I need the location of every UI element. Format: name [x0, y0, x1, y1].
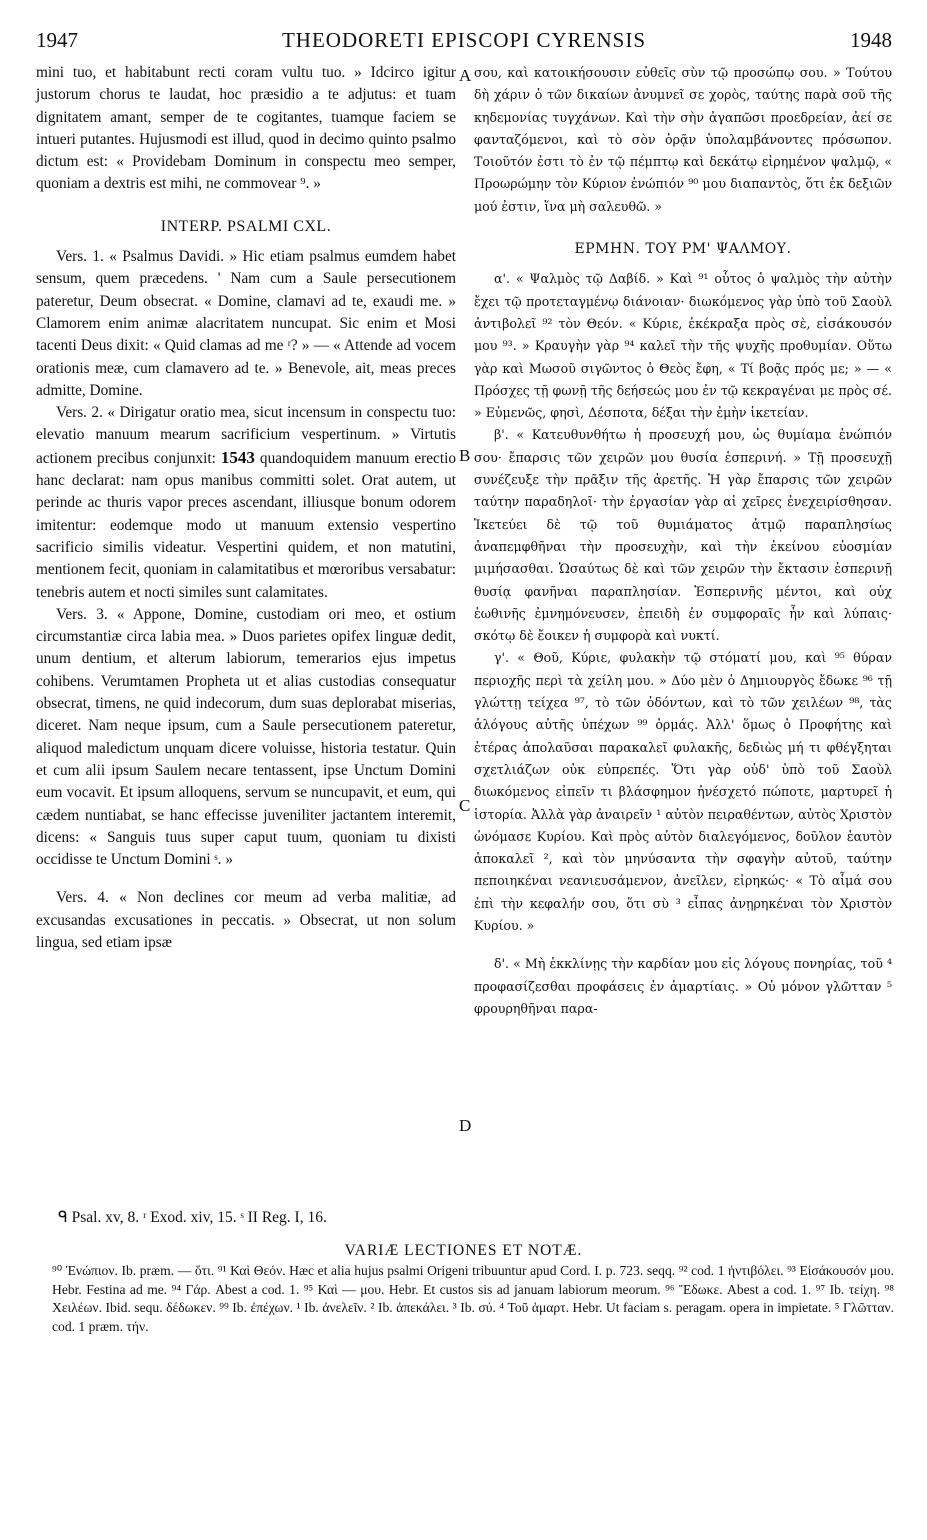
greek-verse-1: α'. « Ψαλμὸς τῷ Δαβίδ. » Καὶ ⁹¹ οὗτος ὁ ψαλμὸς τὴν αὐτὴν ἔχει τῷ προτεταγμένῳ διάνοιαν· διωκόμενος γὰρ ὑπὸ τοῦ Σαοὺλ ἀντιβολεῖ ⁹² τὸν Θεόν. « Κύριε, ἐκέκραξα πρὸς σὲ, εἰσάκουσόν μου ⁹³. » Κραυγὴν γὰρ ⁹⁴ καλεῖ τὴν τῆς ψυχῆς προθυμίαν. Οὕτω γὰρ καὶ Μωσοῦ σιγῶντος ὁ Θεὸς ἔφη, « Τί βοᾷς πρός με; » — « Πρόσχες τῇ φωνῇ τῆς δεήσεώς μου ἐν τῷ κεκραγέναι με πρὸς σέ. » Εὐμενῶς, φησὶ, Δέσποτα, δέξαι τὴν ἐμὴν ἱκετείαν.: [474, 271, 892, 421]
greek-column: [474, 62, 892, 1020]
latin-verse-3: Vers. 3. « Appone, Domine, custodiam ori meo, et ostium circumstantiæ circa labia mea. » Duos parietes opifex linguæ dedit, unum dentium, et alterum labiorum, temerarios ejus impetus cohibens. Verumtamen Propheta ut et alias custodias consequatur obsecrat, timens, ne quid indecorum, dum suas deplorabat miserias, diceret. Nam neque ipsum, cum a Saule persecutionem pateretur, aliquod maledictum unquam dicere voluisse, historia testatur. Quin et cum alii ipsum Saulem necare tentassent, ipse Unctum Domini eum vocavit. Et ipsum alloquens, servum se nuncupavit, et eum, qui cædem nuntiabat, se hanc effecisse juveniliter jactantem interemit, dicens: « Sanguis tuus super caput tuum, quoniam tu dixisti occidisse te Unctum Domini ˢ. »: [36, 605, 456, 869]
latin-column: [36, 62, 456, 954]
latin-verse-2-part-b: quandoquidem manuum erectio hanc declarat: nam opus manibus committi solet. Orat autem, ut perinde ac thuris vapor preces ascendant, illiusque bonum odorem imitentur: eodemque modo ut manuum extensio vespertino sacrificio similis videatur. Vespertini quidem, et non matutini, mentionem fecit, quoniam in calamitatibus et mœroribus versabatur: tenebris autem et nocti similes sunt calamitates.: [36, 449, 456, 601]
margin-letter-a: A: [459, 66, 472, 85]
margin-letter-c: C: [459, 796, 471, 815]
notes-text: ⁹⁰ Ἐνώπιον. Ib. præm. — ὅτι. ⁹¹ Καὶ Θεόν. Hæc et alia hujus psalmi Origeni tribuuntur apud Cord. I. p. 723. seqq. ⁹² cod. 1 ἠντιβόλει. ⁹³ Εἰσάκουσόν μου. Hebr. Festina ad me. ⁹⁴ Γάρ. Abest a cod. 1. ⁹⁵ Καὶ — μου. Hebr. Et custos sis ad januam labiorum meorum. ⁹⁶ Ἔδωκε. Abest a cod. 1. ⁹⁷ Ib. τείχη. ⁹⁸ Χειλέων. Ibid. sequ. δέδωκεν. ⁹⁹ Ib. ἐπέχων. ¹ Ib. ἀνελεῖν. ² Ib. ἀπεκάλει. ³ Ib. σύ. ⁴ Τοῦ ἁμαρτ. Hebr. Ut faciam s. peragam. opera in impietate. ⁵ Γλῶτταν. cod. 1 præm. τήν.: [52, 1263, 894, 1334]
margin-letter-d: D: [459, 1116, 472, 1135]
page-number-left: 1947: [36, 28, 78, 52]
greek-verse-4: δ'. « Μὴ ἐκκλίνῃς τὴν καρδίαν μου εἰς λόγους πονηρίας, τοῦ ⁴ προφασίζεσθαι προφάσεις ἐν ἁμαρτίαις. » Οὐ μόνον γλῶτταν ⁵ φρουρηθῆναι παρα-: [474, 956, 892, 1016]
latin-intro: mini tuo, et habitabunt recti coram vultu tuo. » Idcirco igitur justorum chorus te laudat, hoc præsidio a te adjutus: et tuam dignitatem amant, semper de te cogitantes, tuamque faciem se intueri putantes. Hujusmodi est illud, quod in decimo quinto psalmo dictum est: « Providebam Dominum in conspectu meo semper, quoniam a dextris est mihi, ne commovear ⁹. »: [36, 64, 456, 193]
page-number-right: 1948: [850, 28, 892, 52]
greek-verse-2: β'. « Κατευθυνθήτω ἡ προσευχή μου, ὡς θυμίαμα ἐνώπιόν σου· ἔπαρσις τῶν χειρῶν μου θυσία ἑσπερινή. » Τῇ προσευχῇ συνέζευξε τὴν πρᾶξιν τῆς ἀρετῆς. Ἡ γὰρ ἔπαρσις τῶν χειρῶν ταύτην παραδηλοῖ· τὴν ἐργασίαν γὰρ αἱ χεῖρες ἐνεχειρίσθησαν. Ἱκετεύει δὲ τῷ τοῦ θυμιάματος ἀτμῷ παραπλησίως ἀναπεμφθῆναι τὴν προσευχὴν, καὶ τὴν ἐκείνου εὐοσμίαν μιμήσασθαι. Ὡσαύτως δὲ καὶ τῶν χειρῶν τὴν ἔκτασιν ἑσπερινῇ θυσίᾳ φανῆναι παραπλησίαν. Ἑσπερινῆς μέντοι, καὶ οὐχ ἑωθινῆς ἐμνημόνευσεν, ἐπειδὴ ἐν συμφοραῖς ἦν καὶ λύπαις· σκότῳ δὲ ἔοικεν ἡ συμφορὰ καὶ νυκτί.: [474, 427, 892, 644]
margin-letter-b: B: [459, 446, 471, 465]
greek-intro: σου, καὶ κατοικήσουσιν εὐθεῖς σὺν τῷ προσώπῳ σου. » Τούτου δὴ χάριν ὁ τῶν δικαίων ἀνυμνεῖ σε χορὸς, ταύτης παρὰ σοῦ τῆς κηδεμονίας τυγχάνων. Καὶ τὴν σὴν ἀγαπῶσι προεδρείαν, ἀεί σε φανταζόμενοι, καὶ τὸ σὸν ὁρᾷν ὑπολαμβάνοντες πρόσωπον. Τοιοῦτόν ἐστι τὸ ἐν τῷ πέμπτῳ καὶ δεκάτῳ εἰρημένον ψαλμῷ, « Προωρώμην τὸν Κύριον ἐνώπιόν ⁹⁰ μου διαπαντὸς, ὅτι ἐκ δεξιῶν μού ἐστιν, ἵνα μὴ σαλευθῶ. »: [474, 65, 892, 214]
latin-heading: INTERP. PSALMI CXL.: [160, 217, 332, 235]
running-title: THEODORETI EPISCOPI CYRENSIS: [281, 28, 647, 52]
latin-verse-2-part-a: Vers. 2. « Dirigatur oratio mea, sicut incensum in conspectu tuo: elevatio manuum mearum sacrificium vespertinum. » Virtutis actionem precibus conjunxit:: [36, 404, 456, 467]
page-header: [36, 28, 892, 58]
greek-verse-3: γ'. « Θοῦ, Κύριε, φυλακὴν τῷ στόματί μου, καὶ ⁹⁵ θύραν περιοχῆς περὶ τὰ χείλη μου. » Δύο μὲν ὁ Δημιουργὸς ἔδωκε ⁹⁶ τῇ γλώττῃ τείχεα ⁹⁷, τὸ τῶν ὀδόντων, καὶ τὸ τῶν χειλέων ⁹⁸, τὰς ἀλόγους αὐτῆς ὑπέχων ⁹⁹ ὁρμάς. Ἀλλ' ὅμως ὁ Προφήτης καὶ ἑτέρας ἀπολαῦσαι παρακαλεῖ φυλακῆς, δεδιὼς μή τι φθέγξηται σχετλιάζων οὐκ εὐπρεπές. Ὅτι γὰρ οὐδ' ὑπὸ τοῦ Σαοὺλ διωκόμενος εἰπεῖν τι βλάσφημον ἠνέσχετό πώποτε, μαρτυρεῖ ἡ ἱστορία. Ἀλλὰ γὰρ ἀναιρεῖν ¹ αὐτὸν πειραθέντων, αὐτὸς Χριστὸν ὠνόμασε Κυρίου. Καὶ πρὸς αὐτὸν διαλεγόμενος, δοῦλον ἑαυτὸν ἀποκαλεῖ ², καὶ τὸν μηνύσαντα τὴν σφαγὴν αὐτοῦ, ταύτην πεποιηκέναι νεανιευσάμενον, ἀνεῖλεν, εἰρηκώς· « Τὸ αἷμά σου ἐπὶ τὴν κεφαλήν σου, ὅτι σὺ ³ εἶπας ἀνῃρηκέναι τὸν Χριστὸν Κυρίου. »: [474, 650, 892, 933]
notes: [52, 1262, 894, 1336]
greek-heading: ΕΡΜΗΝ. ΤΟΥ ΡΜ' ΨΑΛΜΟΥ.: [574, 241, 792, 258]
column-number: 1543: [220, 447, 255, 467]
latin-verse-1: Vers. 1. « Psalmus Davidi. » Hic etiam psalmus eumdem habet sensum, quem præcedens. ' Nam cum a Saule persecutionem pateretur, Deum obsecrat. « Domine, clamavi ad te, exaudi me. » Clamorem enim animæ alacritatem nuncupat. Sic enim et Mosi tacenti Deus dixit: « Quid clamas ad me ʳ? » — « Attende ad vocem orationis meæ, cum clamavero ad te. » Benevole, ait, meas preces admitte, Domine.: [36, 248, 456, 399]
footnote-references: ᑫ Psal. xv, 8. ʳ Exod. xiv, 15. ˢ II Reg. I, 16.: [58, 1209, 327, 1226]
latin-verse-2: [36, 402, 456, 604]
latin-verse-4: Vers. 4. « Non declines cor meum ad verba malitiæ, ad excusandas excusationes in peccatis. » Obsecrat, ut non solum lingua, sed etiam ipsæ: [36, 889, 456, 951]
notes-title: VARIÆ LECTIONES ET NOTÆ.: [344, 1242, 583, 1259]
